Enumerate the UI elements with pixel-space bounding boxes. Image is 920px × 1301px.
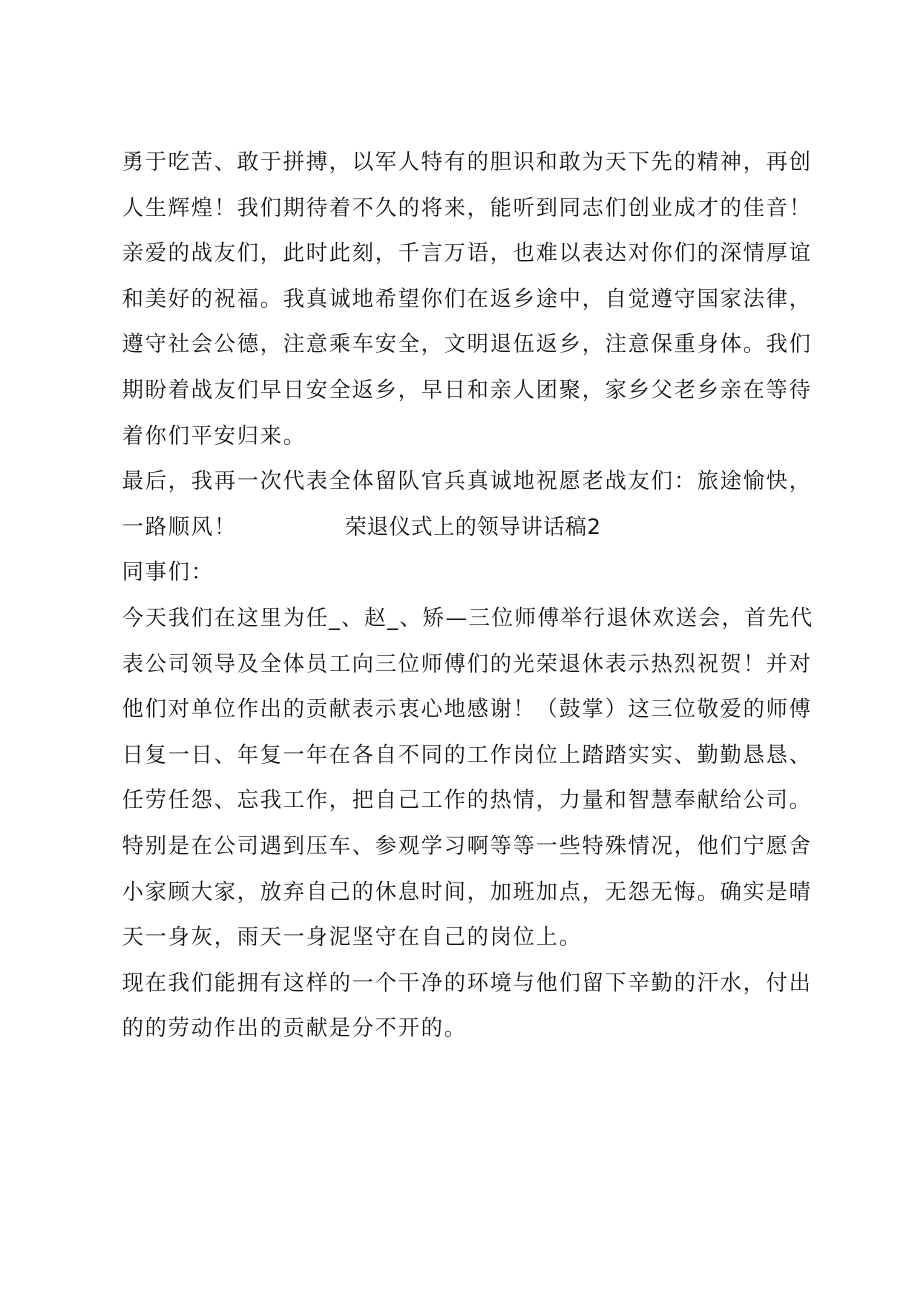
section-title: 荣退仪式上的领导讲话稿2 — [345, 514, 602, 540]
paragraph-line: 表公司领导及全体员工向三位师傅们的光荣退休表示热烈祝贺！并对 — [122, 651, 813, 677]
paragraph-line: 特别是在公司遇到压车、参观学习啊等等一些特殊情况，他们宁愿舍 — [122, 833, 813, 859]
paragraph-line: 亲爱的战友们，此时此刻，千言万语，也难以表达对你们的深情厚谊 — [122, 241, 813, 267]
paragraph-line: 日复一日、年复一年在各自不同的工作岗位上踏踏实实、勤勤恳恳、 — [122, 742, 813, 768]
paragraph-line: 着你们平安归来。 — [122, 423, 307, 449]
paragraph-line: 天一身灰，雨天一身泥坚守在自己的岗位上。 — [122, 925, 583, 951]
paragraph-line: 遵守社会公德，注意乘车安全，文明退伍返乡，注意保重身体。我们 — [122, 332, 813, 358]
paragraph-line: 人生辉煌！我们期待着不久的将来，能听到同志们创业成才的佳音！ — [122, 195, 813, 221]
paragraph-line: 勇于吃苦、敢于拼搏，以军人特有的胆识和敢为天下先的精神，再创 — [122, 150, 813, 175]
paragraph-line: 期盼着战友们早日安全返乡，早日和亲人团聚，家乡父老乡亲在等待 — [122, 377, 813, 403]
paragraph-line: 和美好的祝福。我真诚地希望你们在返乡途中，自觉遵守国家法律， — [122, 286, 813, 312]
closing-line: 一路顺风！ — [122, 514, 238, 540]
paragraph-line: 的的劳动作出的贡献是分不开的。 — [122, 1016, 468, 1042]
paragraph-line: 他们对单位作出的贡献表示衷心地感谢！（鼓掌）这三位敬爱的师傅 — [122, 697, 813, 723]
document-body — [122, 140, 822, 1052]
paragraph-line: 任劳任怨、忘我工作，把自己工作的热情，力量和智慧奉献给公司。 — [122, 788, 813, 814]
paragraph-line: 今天我们在这里为任_、赵_、矫—三位师傅举行退休欢送会，首先代 — [122, 605, 814, 631]
closing-line-with-title — [122, 505, 822, 551]
paragraph-line: 最后，我再一次代表全体留队官兵真诚地祝愿老战友们：旅途愉快， — [122, 469, 813, 495]
paragraph-line: 小家顾大家，放弃自己的休息时间，加班加点，无怨无悔。确实是晴 — [122, 879, 813, 905]
salutation: 同事们： — [122, 560, 215, 586]
paragraph-line: 现在我们能拥有这样的一个干净的环境与他们留下辛勤的汗水，付出 — [122, 970, 813, 996]
